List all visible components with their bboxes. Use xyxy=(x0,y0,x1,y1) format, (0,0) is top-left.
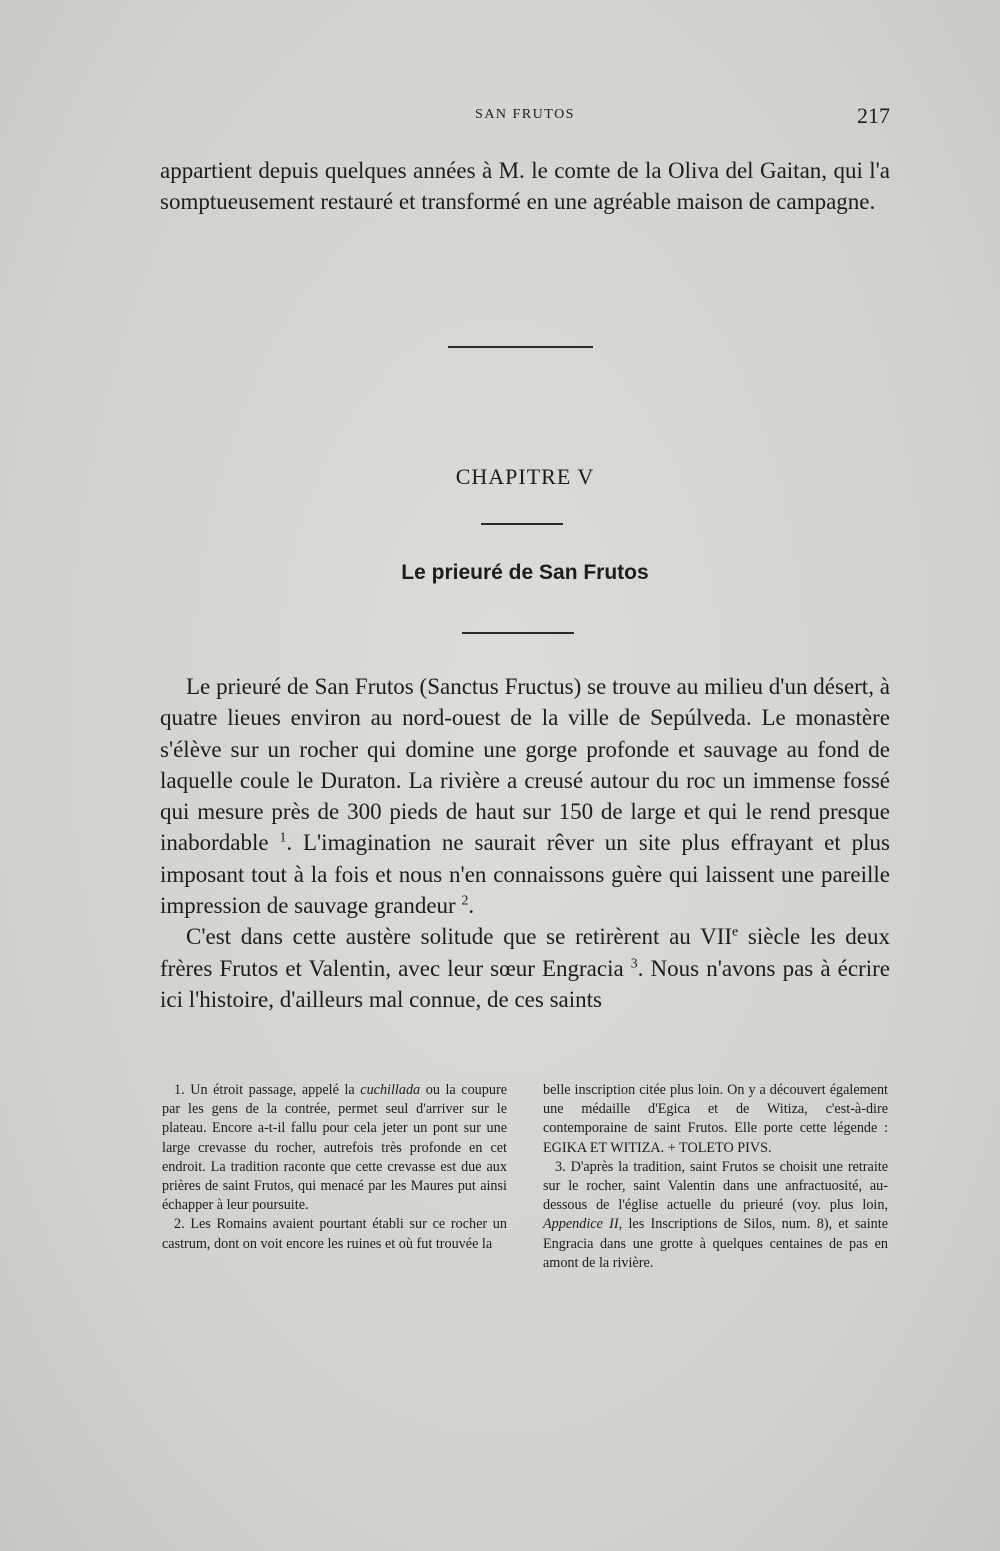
body-p2-part-c: . Nous n'avons pas à écrire ici l'histoire, d'ailleurs mal connue, de ces saints xyxy=(160,955,890,1012)
footnote-1-italic: cuchillada xyxy=(360,1082,421,1098)
footnote-2-start: 2. Les Romains avaient pourtant établi sur ce rocher un castrum, dont on voit encore les ruines et où fut trouvée la xyxy=(162,1216,507,1252)
body-paragraph-1 xyxy=(160,671,890,921)
separator-rule xyxy=(448,346,593,348)
footnote-1 xyxy=(162,1081,507,1215)
intro-text: appartient depuis quelques années à M. le comte de la Oliva del Gaitan, qui l'a somptueusement restauré et transformé en une agréable maison de campagne. xyxy=(160,158,890,215)
body-p1-part-a: Le prieuré de San Frutos (Sanctus Fructus) se trouve au milieu d'un désert, à quatre lieues environ au nord-ouest de la ville de Sepúlveda. Le monastère s'élève sur un rocher qui domine une gorge profonde et sauvage au fond de laquelle coule le Duraton. La rivière a creusé autour du roc un immense fossé qui mesure près de 300 pieds de haut sur 150 de large et qui le rend presque inabordable xyxy=(160,674,890,856)
footnotes-right-column xyxy=(543,1081,888,1273)
page-header xyxy=(160,103,890,133)
footnote-3-part-a: 3. D'après la tradition, saint Frutos se choisit une retraite sur le rocher, saint Valentin dans une anfractuosité, au-dessous de l'église actuelle du prieuré (voy. plus loin, xyxy=(543,1158,888,1214)
footnote-1-part-a: 1. Un étroit passage, appelé la xyxy=(174,1082,361,1098)
footnote-3-part-b: les Inscriptions de Silos, num. 8), et sainte Engracia dans une grotte à quelques centaines de pas en amont de la rivière. xyxy=(543,1216,889,1271)
footnote-2-end: belle inscription citée plus loin. On y a découvert également une médaille d'Egica et de Witiza, c'est-à-dire contemporaine de saint Frutos. Elle porte cette légende : EGIKA ET WITIZA. + TOLETO PIVS. xyxy=(543,1082,888,1156)
footnote-ref-1: 1 xyxy=(279,829,287,845)
body-p1-part-b: . L'imagination ne saurait rêver un site plus effrayant et plus imposant tout à la fois et nous n'en connaissons guère qui laissent une pareille impression de sauvage grandeur xyxy=(160,830,890,919)
footnote-ref-2: 2 xyxy=(461,892,469,908)
body-p2-part-a: C'est dans cette austère solitude que se retirèrent au VII xyxy=(186,924,733,950)
section-rule xyxy=(462,632,574,634)
body-text xyxy=(160,671,890,1015)
body-p1-part-c: . xyxy=(468,893,475,919)
section-title: Le prieuré de San Frutos xyxy=(401,561,649,584)
chapter-rule xyxy=(481,523,563,525)
body-p2-part-b: siècle les deux frères Frutos et Valentin, avec leur sœur Engracia xyxy=(160,924,890,981)
intro-paragraph xyxy=(160,155,890,218)
footnote-3 xyxy=(543,1158,888,1273)
running-head: SAN FRUTOS xyxy=(475,107,575,122)
century-superscript: e xyxy=(732,923,739,939)
footnote-3-italic: Appendice II, xyxy=(543,1216,623,1233)
footnote-1-part-b: ou la coupure par les gens de la contrée, permet seul d'arriver sur le plateau. Encore a-t-il fallu pour cela jeter un pont sur une large crevasse du rocher, autrefois très profonde en cet endroit. La tradition raconte que cette crevasse est due aux prières de saint Frutos, qui menacé par les Maures put ainsi échapper à leur poursuite. xyxy=(162,1082,507,1214)
chapter-title: CHAPITRE V xyxy=(455,464,595,489)
body-paragraph-2 xyxy=(160,921,890,1015)
page-number: 217 xyxy=(857,103,890,128)
footnote-ref-3: 3 xyxy=(630,955,638,971)
footnotes-left-column xyxy=(162,1081,507,1254)
